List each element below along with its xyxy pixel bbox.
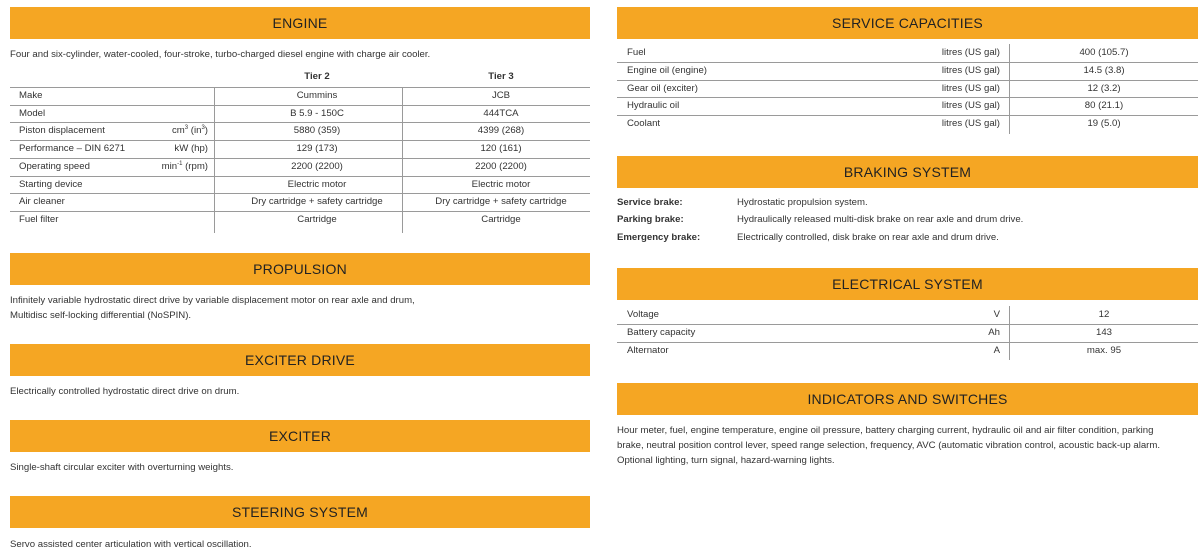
engine-row-unit: $\min^{-1} (rpm)$ [161, 160, 208, 172]
engine-row-tier3: 4399 (268) [477, 125, 525, 136]
engine-row-label: Model [19, 108, 46, 119]
engine-row-label: Performance – DIN 6271 [19, 143, 126, 154]
electrical-row-value: 12 [1098, 309, 1110, 320]
engine-row-unit: kW (hp) [174, 143, 208, 154]
braking-row-label: Emergency brake: [617, 232, 701, 243]
propulsion-text-line2: Multidisc self-locking differential (NoSPIN). [10, 310, 192, 321]
capacity-row-label: Fuel [627, 47, 646, 58]
service-capacities-header: SERVICE CAPACITIES [617, 7, 1198, 39]
capacity-row-unit: litres (US gal) [941, 83, 1000, 94]
steering-text: Servo assisted center articulation with vertical oscillation. [10, 539, 252, 550]
capacity-row-value: 14.5 (3.8) [1083, 65, 1125, 76]
propulsion-header: PROPULSION [10, 253, 590, 285]
engine-row-tier3: 444TCA [483, 108, 519, 119]
capacity-row-label: Hydraulic oil [627, 100, 680, 111]
indicators-switches-header: INDICATORS AND SWITCHES [617, 383, 1198, 415]
steering-header: STEERING SYSTEM [10, 496, 590, 528]
engine-row-tier2: Cummins [296, 90, 338, 101]
capacity-row-unit: litres (US gal) [941, 47, 1000, 58]
electrical-row-unit: Ah [988, 327, 1000, 338]
electrical-row-label: Battery capacity [627, 327, 696, 338]
electrical-row-label: Alternator [627, 345, 669, 356]
electrical-row-value: 143 [1095, 327, 1112, 338]
engine-row-label: Fuel filter [19, 214, 59, 225]
engine-row-label: Operating speed [19, 161, 90, 172]
engine-row-tier2: 129 (173) [296, 143, 338, 154]
engine-row-tier3: Dry cartridge + safety cartridge [435, 196, 567, 207]
electrical-row-unit: A [993, 345, 1000, 356]
braking-row-label: Service brake: [617, 197, 683, 208]
capacity-row-unit: litres (US gal) [941, 65, 1000, 76]
capacity-row-value: 80 (21.1) [1084, 100, 1124, 111]
engine-row-label: Make [19, 90, 43, 101]
engine-row-tier3: Cartridge [481, 214, 521, 225]
engine-row-label: Piston displacement [19, 125, 105, 136]
capacity-row-label: Coolant [627, 118, 661, 129]
braking-system-header: BRAKING SYSTEM [617, 156, 1198, 188]
engine-row-tier2: Cartridge [297, 214, 337, 225]
indicators-text-line2: brake, neutral position control lever, speed range selection, frequency, AVC (automatic vibration control, acoustic back-up alarm. [617, 440, 1161, 451]
engine-description: Four and six-cylinder, water-cooled, four-stroke, turbo-charged diesel engine with charge air cooler. [10, 49, 431, 60]
engine-header: ENGINE [10, 7, 590, 39]
engine-row-tier3: Electric motor [471, 179, 531, 190]
engine-row-tier3: 120 (161) [480, 143, 522, 154]
engine-row-tier2: 5880 (359) [293, 125, 341, 136]
braking-row-value: Hydraulically released multi-disk brake on rear axle and drum drive. [737, 214, 1024, 225]
electrical-row-value: max. 95 [1086, 345, 1122, 356]
col-header-tier3: Tier 3 [488, 71, 514, 82]
electrical-system-header: ELECTRICAL SYSTEM [617, 268, 1198, 300]
capacity-row-unit: litres (US gal) [941, 118, 1000, 129]
engine-row-tier2: 2200 (2200) [291, 161, 343, 172]
capacity-row-label: Engine oil (engine) [627, 65, 708, 76]
electrical-row-label: Voltage [627, 309, 660, 320]
braking-row-value: Hydrostatic propulsion system. [737, 197, 868, 208]
col-header-tier2: Tier 2 [304, 71, 330, 82]
electrical-row-unit: V [993, 309, 1000, 320]
engine-row-tier2: B 5.9 - 150C [290, 108, 344, 119]
exciter-header: EXCITER [10, 420, 590, 452]
engine-row-label: Starting device [19, 179, 83, 190]
exciter-drive-text: Electrically controlled hydrostatic direct drive on drum. [10, 386, 240, 397]
engine-row-tier2: Dry cartridge + safety cartridge [251, 196, 383, 207]
capacity-row-value: 400 (105.7) [1079, 47, 1129, 58]
braking-row-value: Electrically controlled, disk brake on rear axle and drum drive. [737, 232, 999, 243]
indicators-text-line1: Hour meter, fuel, engine temperature, engine oil pressure, battery charging current, hydraulic oil and air filter condition, parking [617, 425, 1154, 436]
engine-row-unit: $cm^3$ $(in^3)$ [171, 124, 208, 136]
engine-row-tier2: Electric motor [287, 179, 347, 190]
exciter-text: Single-shaft circular exciter with overturning weights. [10, 462, 234, 473]
capacity-row-value: 12 (3.2) [1087, 83, 1121, 94]
indicators-text-line3: Optional lighting, turn signal, hazard-warning lights. [617, 455, 835, 466]
engine-row-label: Air cleaner [19, 196, 65, 207]
engine-row-tier3: JCB [491, 90, 511, 101]
capacity-row-value: 19 (5.0) [1087, 118, 1121, 129]
exciter-drive-header: EXCITER DRIVE [10, 344, 590, 376]
engine-row-tier3: 2200 (2200) [475, 161, 527, 172]
propulsion-text-line1: Infinitely variable hydrostatic direct drive by variable displacement motor on rear axle and drum, [10, 295, 415, 306]
capacity-row-unit: litres (US gal) [941, 100, 1000, 111]
braking-row-label: Parking brake: [617, 214, 684, 225]
capacity-row-label: Gear oil (exciter) [627, 83, 698, 94]
